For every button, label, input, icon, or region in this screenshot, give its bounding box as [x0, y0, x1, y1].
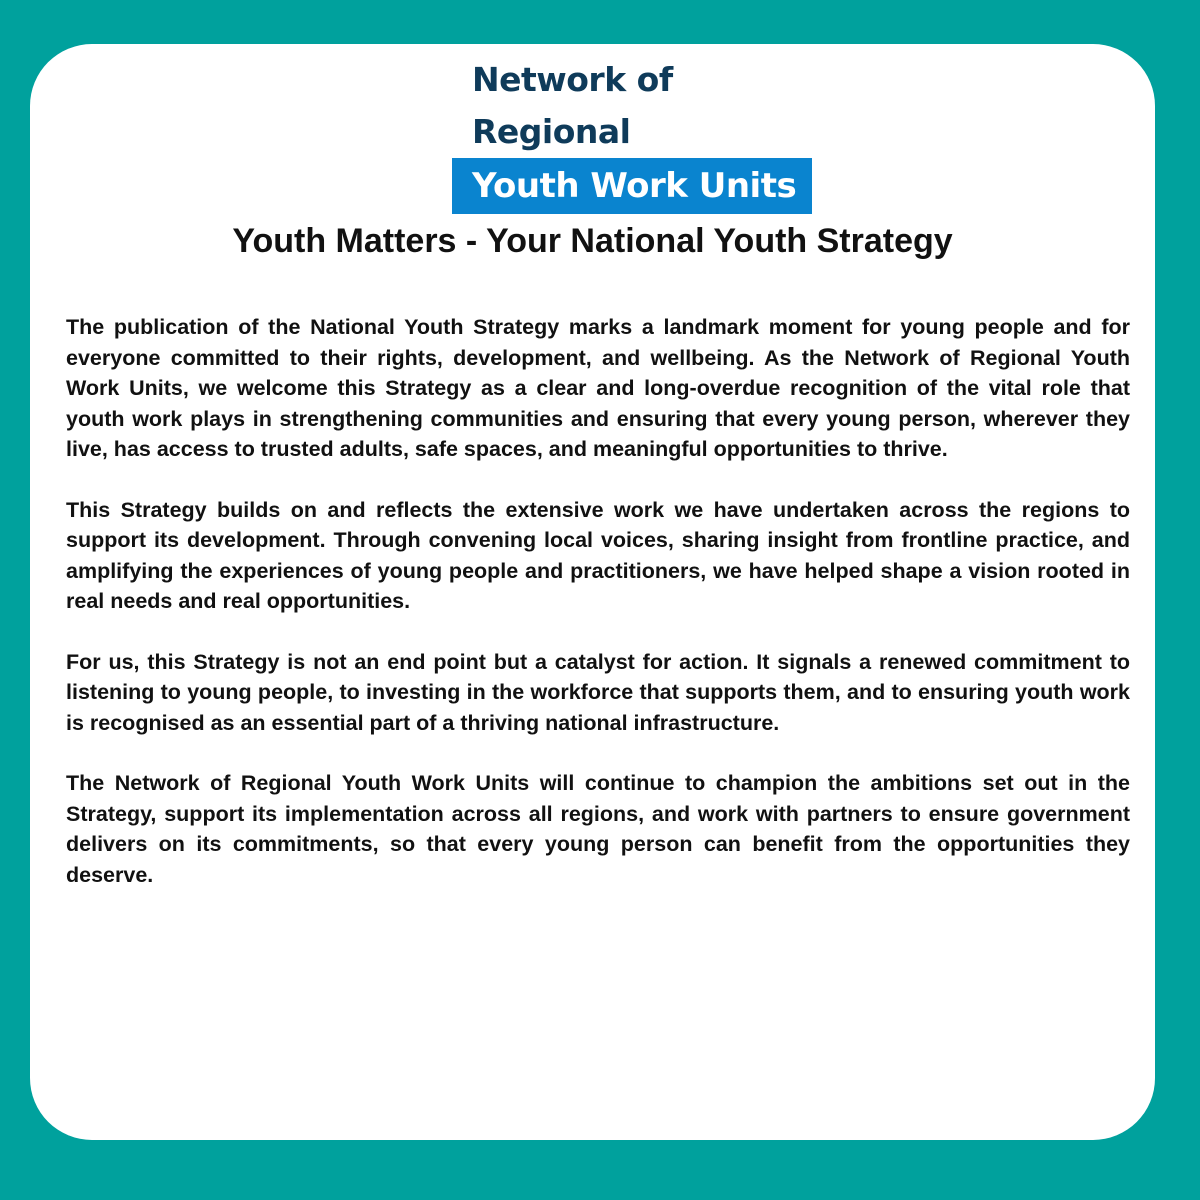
logo-line-3: Youth Work Units — [452, 158, 812, 214]
content-card — [30, 44, 1155, 1140]
paragraph: This Strategy builds on and reflects the extensive work we have undertaken across the regions to support its development. Through convening local voices, sharing insight from frontline practice, and amplifying the experiences of young people and practitioners, we have helped shape a vision rooted in real needs and real opportunities. — [66, 497, 1130, 613]
page-title: Youth Matters - Your National Youth Strategy — [232, 222, 953, 260]
paragraph: For us, this Strategy is not an end point but a catalyst for action. It signals a renewed commitment to listening to young people, to investing in the workforce that supports them, and to ensuring youth work is recognised as an essential part of a thriving national infrastructure. — [66, 649, 1130, 735]
logo — [452, 54, 812, 214]
logo-line-2: Regional — [472, 112, 631, 151]
paragraph: The publication of the National Youth Strategy marks a landmark moment for young people and for everyone committed to their rights, development, and wellbeing. As the Network of Regional Youth Work Units, we welcome this Strategy as a clear and long-overdue recognition of the vital role that youth work plays in strengthening communities and ensuring that every young person, wherever they live, has access to trusted adults, safe spaces, and meaningful opportunities to thrive. — [66, 315, 1130, 461]
logo-line-1: Network of — [472, 60, 673, 99]
body-text — [66, 312, 1130, 920]
paragraph: The Network of Regional Youth Work Units will continue to champion the ambitions set out in the Strategy, support its implementation across all regions, and work with partners to ensure government delivers on its commitments, so that every young person can benefit from the opportunities they deserve. — [66, 771, 1130, 887]
